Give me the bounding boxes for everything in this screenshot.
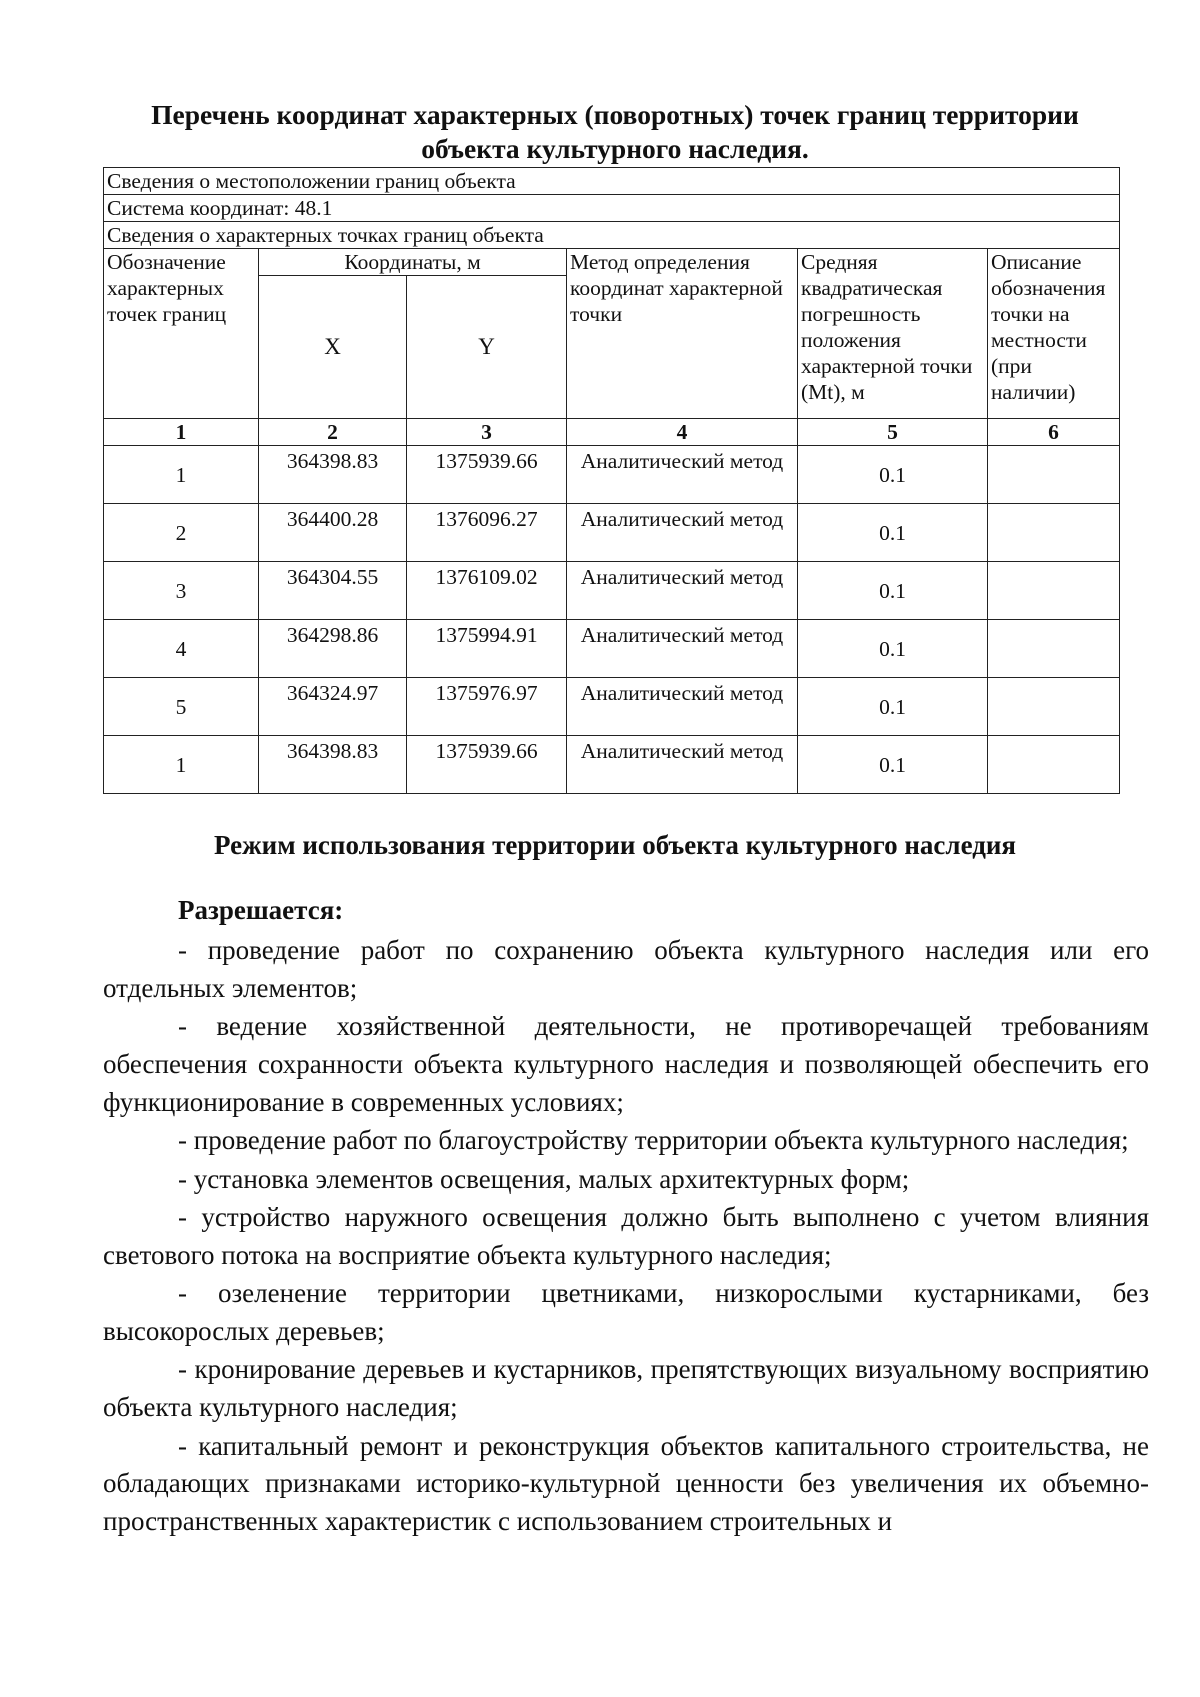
cell-description bbox=[988, 504, 1120, 562]
info-row bbox=[104, 168, 1120, 195]
column-numbers-row bbox=[104, 419, 1120, 446]
cell-method: Аналитический метод bbox=[567, 620, 798, 678]
cell-x: 364304.55 bbox=[259, 562, 407, 620]
column-number: 4 bbox=[567, 419, 798, 446]
header-designation: Обозначение характерных точек границ bbox=[104, 249, 259, 419]
allowed-list bbox=[103, 932, 1149, 1542]
info-points: Сведения о характерных точках границ объекта bbox=[104, 222, 1120, 249]
list-item: - кронирование деревьев и кустарников, препятствующих визуальному восприятию объекта культурного наследия; bbox=[103, 1354, 1149, 1423]
table-row bbox=[104, 678, 1120, 736]
allowed-heading: Разрешается: bbox=[178, 895, 344, 925]
list-item: - проведение работ по благоустройству территории объекта культурного наследия; bbox=[178, 1125, 1129, 1156]
document-title bbox=[100, 98, 1130, 166]
table-row bbox=[104, 446, 1120, 504]
column-number: 6 bbox=[988, 419, 1120, 446]
header-error: Средняя квадратическая погрешность положения характерной точки (Mt), м bbox=[798, 249, 988, 419]
cell-point: 2 bbox=[104, 504, 259, 562]
cell-method: Аналитический метод bbox=[567, 678, 798, 736]
cell-mt: 0.1 bbox=[798, 678, 988, 736]
cell-description bbox=[988, 736, 1120, 794]
cell-x: 364298.86 bbox=[259, 620, 407, 678]
list-item: - проведение работ по сохранению объекта культурного наследия или его отдельных элементов; bbox=[103, 935, 1149, 1003]
cell-description bbox=[988, 620, 1120, 678]
column-number: 3 bbox=[407, 419, 567, 446]
cell-x: 364398.83 bbox=[259, 446, 407, 504]
cell-method: Аналитический метод bbox=[567, 504, 798, 562]
cell-point: 3 bbox=[104, 562, 259, 620]
cell-y: 1375976.97 bbox=[407, 678, 567, 736]
cell-point: 1 bbox=[104, 446, 259, 504]
cell-method: Аналитический метод bbox=[567, 446, 798, 504]
info-location: Сведения о местоположении границ объекта bbox=[104, 168, 1120, 195]
header-row bbox=[104, 249, 1120, 276]
cell-mt: 0.1 bbox=[798, 446, 988, 504]
header-x: X bbox=[259, 276, 407, 419]
cell-description bbox=[988, 678, 1120, 736]
cell-mt: 0.1 bbox=[798, 562, 988, 620]
cell-point: 5 bbox=[104, 678, 259, 736]
table-row bbox=[104, 736, 1120, 794]
header-y: Y bbox=[407, 276, 567, 419]
info-row bbox=[104, 195, 1120, 222]
cell-y: 1375994.91 bbox=[407, 620, 567, 678]
cell-mt: 0.1 bbox=[798, 620, 988, 678]
cell-mt: 0.1 bbox=[798, 504, 988, 562]
cell-y: 1376109.02 bbox=[407, 562, 567, 620]
cell-point: 1 bbox=[104, 736, 259, 794]
list-item: - установка элементов освещения, малых архитектурных форм; bbox=[178, 1163, 910, 1194]
coordinates-table bbox=[103, 167, 1120, 794]
cell-description bbox=[988, 562, 1120, 620]
cell-method: Аналитический метод bbox=[567, 736, 798, 794]
info-coordinate-system: Система координат: 48.1 bbox=[104, 195, 1120, 222]
cell-mt: 0.1 bbox=[798, 736, 988, 794]
table-row bbox=[104, 562, 1120, 620]
list-item: - ведение хозяйственной деятельности, не противоречащей требованиям обеспечения сохранности объекта культурного наследия и позволяющей обеспечить его функционирование в современных условиях; bbox=[103, 1011, 1149, 1117]
column-number: 5 bbox=[798, 419, 988, 446]
list-item: - капитальный ремонт и реконструкция объектов капитального строительства, не обладающих признаками историко-культурной ценности без увеличения их объемно-пространственных характеристик с использованием строительных и bbox=[103, 1430, 1149, 1537]
list-item: - устройство наружного освещения должно быть выполнено с учетом влияния светового потока на восприятие объекта культурного наследия; bbox=[103, 1201, 1149, 1270]
cell-x: 364324.97 bbox=[259, 678, 407, 736]
column-number: 2 bbox=[259, 419, 407, 446]
header-coords: Координаты, м bbox=[259, 249, 567, 276]
cell-point: 4 bbox=[104, 620, 259, 678]
table-row bbox=[104, 504, 1120, 562]
info-row bbox=[104, 222, 1120, 249]
cell-method: Аналитический метод bbox=[567, 562, 798, 620]
cell-y: 1376096.27 bbox=[407, 504, 567, 562]
header-method: Метод определения координат характерной точки bbox=[567, 249, 798, 419]
title-line-2: объекта культурного наследия. bbox=[421, 133, 809, 164]
title-line-1: Перечень координат характерных (поворотных) точек границ территории bbox=[151, 99, 1079, 130]
cell-description bbox=[988, 446, 1120, 504]
regime-title: Режим использования территории объекта культурного наследия bbox=[213, 830, 1017, 860]
cell-y: 1375939.66 bbox=[407, 446, 567, 504]
header-description: Описание обозначения точки на местности (при наличии) bbox=[988, 249, 1120, 419]
cell-x: 364398.83 bbox=[259, 736, 407, 794]
list-item: - озеленение территории цветниками, низкорослыми кустарниками, без высокорослых деревьев; bbox=[103, 1278, 1149, 1346]
table-row bbox=[104, 620, 1120, 678]
cell-x: 364400.28 bbox=[259, 504, 407, 562]
cell-y: 1375939.66 bbox=[407, 736, 567, 794]
column-number: 1 bbox=[104, 419, 259, 446]
